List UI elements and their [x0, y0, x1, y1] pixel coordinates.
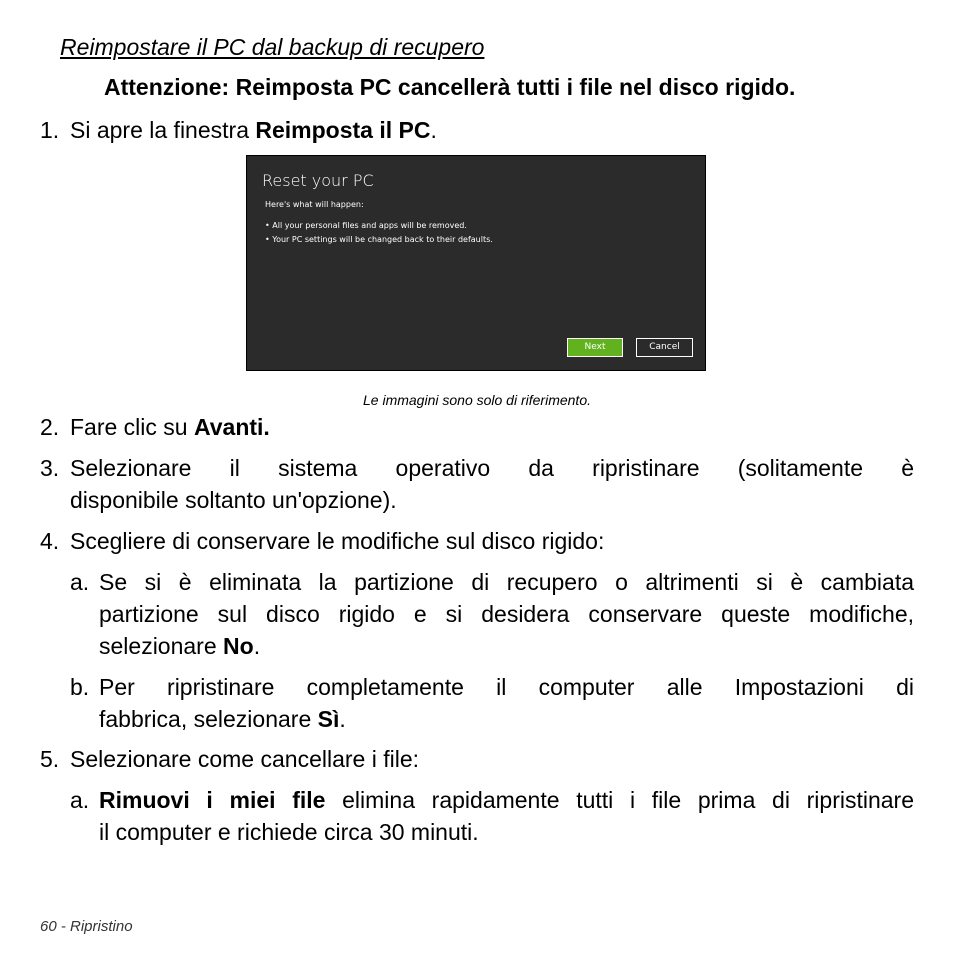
step-3-number: 3. — [40, 455, 60, 481]
step-1-text — [70, 114, 437, 146]
step-text-end: . — [430, 117, 437, 143]
option-name: No — [223, 633, 254, 659]
image-caption: Le immagini sono solo di riferimento. — [363, 392, 591, 408]
step-4b-line-2 — [99, 703, 346, 735]
section-heading: Reimpostare il PC dal backup di recupero — [60, 34, 485, 60]
step-text: Fare clic su — [70, 414, 194, 440]
step-4a-line-1: Se si è eliminata la partizione di recupero o altrimenti si è cambiata — [99, 569, 914, 595]
step-4-number: 4. — [40, 528, 60, 554]
step-5-text: Selezionare come cancellare i file: — [70, 746, 420, 772]
step-3-line-2: disponibile soltanto un'opzione). — [70, 487, 397, 513]
reset-pc-screenshot — [246, 155, 706, 371]
step-text: elimina rapidamente tutti i file prima di ripristinare — [325, 787, 915, 813]
step-4b-letter: b. — [70, 674, 90, 700]
step-4a-line-2: partizione sul disco rigido e si desidera conservare queste modifiche, — [99, 601, 914, 627]
step-number: 1. — [40, 117, 60, 143]
screenshot-title: Reset your PC — [262, 171, 374, 190]
step-text-end: . — [339, 706, 346, 732]
step-text: selezionare — [99, 633, 224, 659]
step-4a-line-3 — [99, 630, 260, 662]
option-name: Sì — [317, 706, 340, 732]
step-5a-line-1 — [99, 784, 914, 816]
step-text: Si apre la finestra — [70, 117, 256, 143]
step-4b-line-1: Per ripristinare completamente il computer alle Impostazioni di — [99, 674, 914, 700]
option-name: Rimuovi i miei file — [99, 787, 326, 813]
step-2-number: 2. — [40, 414, 60, 440]
page-footer: 60 - Ripristino — [40, 918, 133, 935]
button-name: Avanti. — [193, 414, 270, 440]
next-button[interactable]: Next — [567, 338, 623, 357]
cancel-button[interactable]: Cancel — [636, 338, 693, 357]
step-4a-letter: a. — [70, 569, 90, 595]
step-1 — [40, 114, 59, 146]
step-5a-line-2: il computer e richiede circa 30 minuti. — [99, 819, 479, 845]
step-text: fabbrica, selezionare — [99, 706, 318, 732]
step-2-text — [70, 411, 270, 443]
step-text-end: . — [253, 633, 261, 659]
step-5-number: 5. — [40, 746, 60, 772]
window-name: Reimposta il PC — [255, 117, 431, 143]
screenshot-bullet: • Your PC settings will be changed back to their defaults. — [265, 235, 493, 244]
step-3-line-1: Selezionare il sistema operativo da ripristinare (solitamente è — [70, 455, 914, 481]
screenshot-bullet: • All your personal files and apps will be removed. — [265, 221, 467, 230]
screenshot-subtitle: Here's what will happen: — [265, 200, 364, 209]
step-5a-letter: a. — [70, 787, 90, 813]
step-4-text: Scegliere di conservare le modifiche sul disco rigido: — [70, 528, 605, 554]
warning-text: Attenzione: Reimposta PC cancellerà tutti i file nel disco rigido. — [104, 74, 796, 100]
